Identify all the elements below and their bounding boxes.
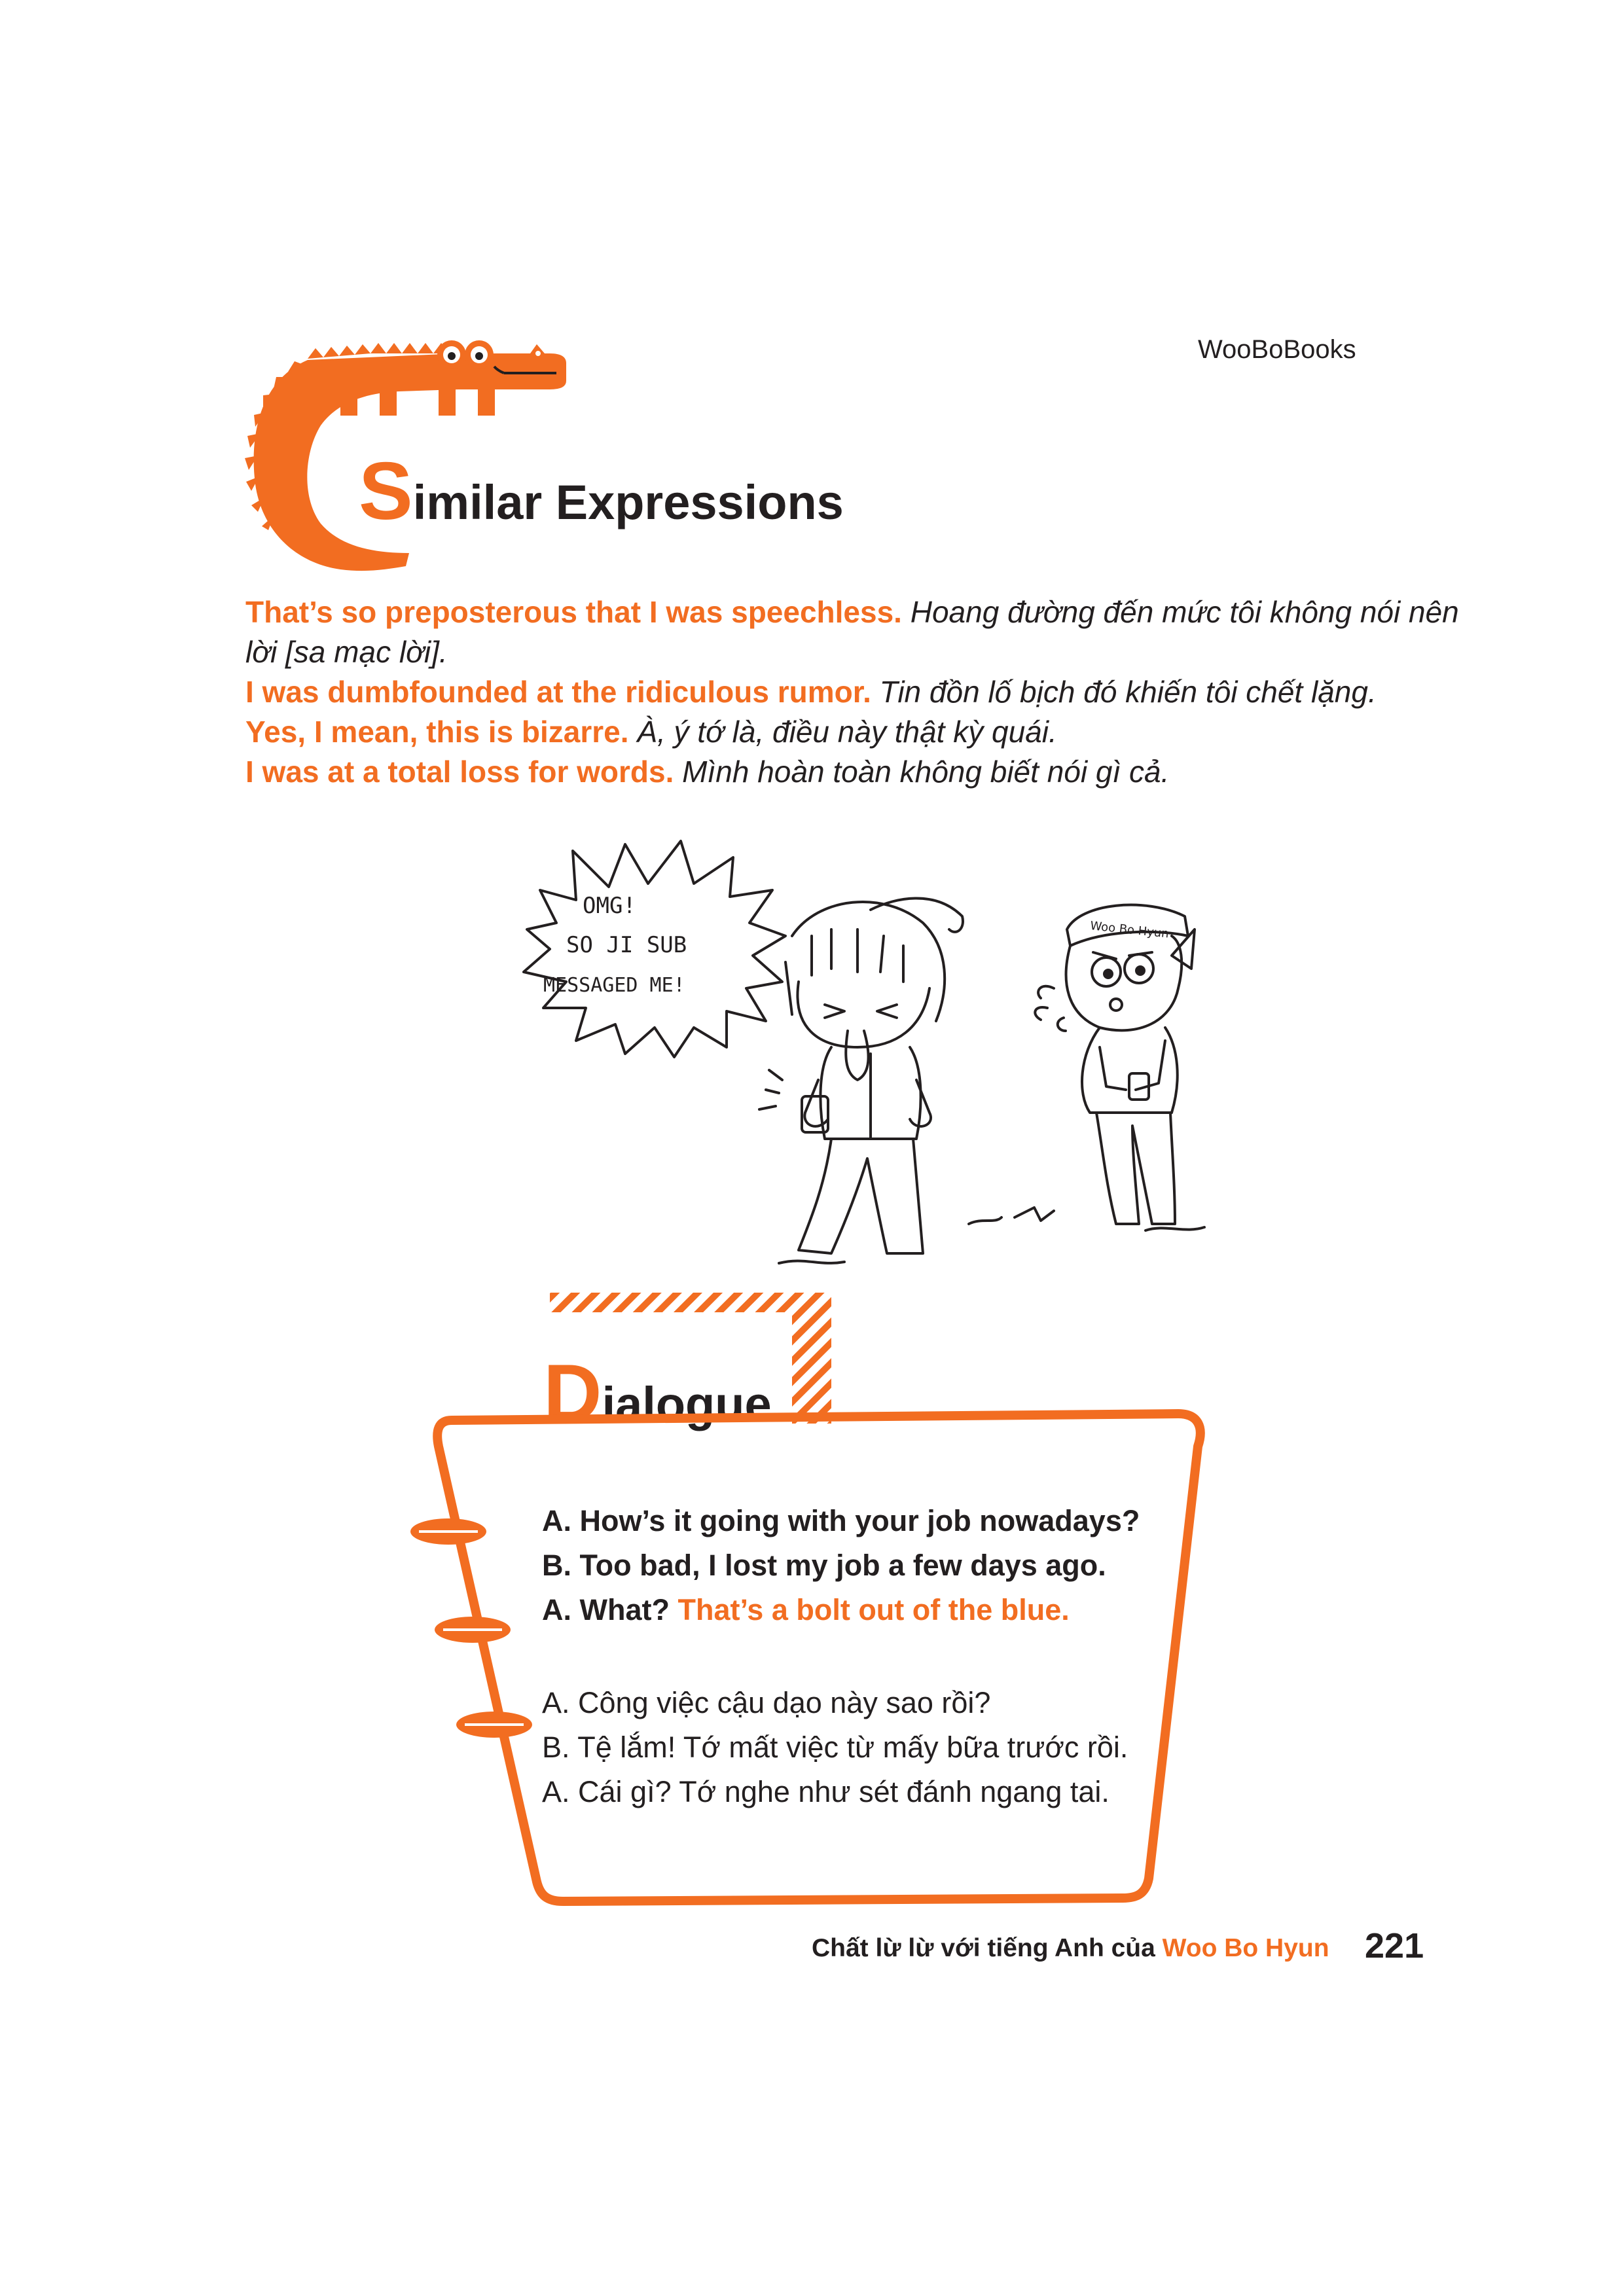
expression-english: I was dumbfounded at the ridiculous rumor. xyxy=(245,675,871,709)
dialogue-line xyxy=(542,1499,1140,1543)
title-rest: imilar Expressions xyxy=(412,475,844,529)
similar-expressions-title xyxy=(359,445,844,538)
bubble-line: SO JI SUB xyxy=(566,932,687,958)
expression-english: That’s so preposterous that I was speechless. xyxy=(245,595,902,629)
expressions-list xyxy=(245,592,1463,792)
expression-item xyxy=(245,752,1463,792)
title-initial: S xyxy=(359,446,413,537)
dialogue-line xyxy=(542,1588,1140,1632)
expression-vietnamese: Hoang đường đến mức tôi không nói nên lời [sa mạc lời]. xyxy=(245,595,1459,669)
dialogue-line xyxy=(542,1543,1140,1588)
bubble-line: MESSAGED ME! xyxy=(543,974,685,997)
notebook-frame xyxy=(399,1401,1270,1911)
expression-vietnamese: Tin đồn lố bịch đó khiến tôi chết lặng. xyxy=(879,675,1377,709)
title-rest: ialogue xyxy=(602,1377,772,1431)
footer-author: Woo Bo Hyun xyxy=(1162,1934,1329,1962)
title-initial: D xyxy=(543,1348,602,1439)
dialogue-line: B. Tệ lắm! Tớ mất việc từ mấy bữa trước rồi. xyxy=(542,1731,1128,1764)
expression-vietnamese: Mình hoàn toàn không biết nói gì cả. xyxy=(682,755,1170,789)
expression-english: Yes, I mean, this is bizarre. xyxy=(245,715,629,749)
footer-book-title xyxy=(812,1934,1329,1963)
dialogue-highlight: That’s a bolt out of the blue. xyxy=(677,1593,1070,1626)
dialogue-vietnamese xyxy=(542,1681,1128,1814)
dialogue-text: B. Too bad, I lost my job a few days ago. xyxy=(542,1549,1106,1582)
dialogue-line: A. Công việc cậu dạo này sao rồi? xyxy=(542,1686,991,1719)
footer-text: Chất lừ lừ với tiếng Anh của xyxy=(812,1934,1163,1962)
dialogue-text: A. What? xyxy=(542,1593,678,1626)
dialogue-line: A. Cái gì? Tớ nghe như sét đánh ngang tai. xyxy=(542,1775,1110,1808)
brand-label: WooBoBooks xyxy=(1198,335,1356,364)
dialogue-english xyxy=(542,1499,1140,1632)
expression-item xyxy=(245,592,1463,672)
bubble-line: OMG! xyxy=(583,893,636,919)
expression-english: I was at a total loss for words. xyxy=(245,755,674,789)
expression-item xyxy=(245,672,1463,712)
cartoon-illustration xyxy=(478,831,1263,1289)
cap-text: Woo Bo Hyun xyxy=(1089,919,1170,941)
expression-item xyxy=(245,712,1463,752)
dialogue-text: A. How’s it going with your job nowadays? xyxy=(542,1504,1140,1537)
page-number: 221 xyxy=(1365,1926,1424,1965)
expression-vietnamese: À, ý tớ là, điều này thật kỳ quái. xyxy=(637,715,1057,749)
